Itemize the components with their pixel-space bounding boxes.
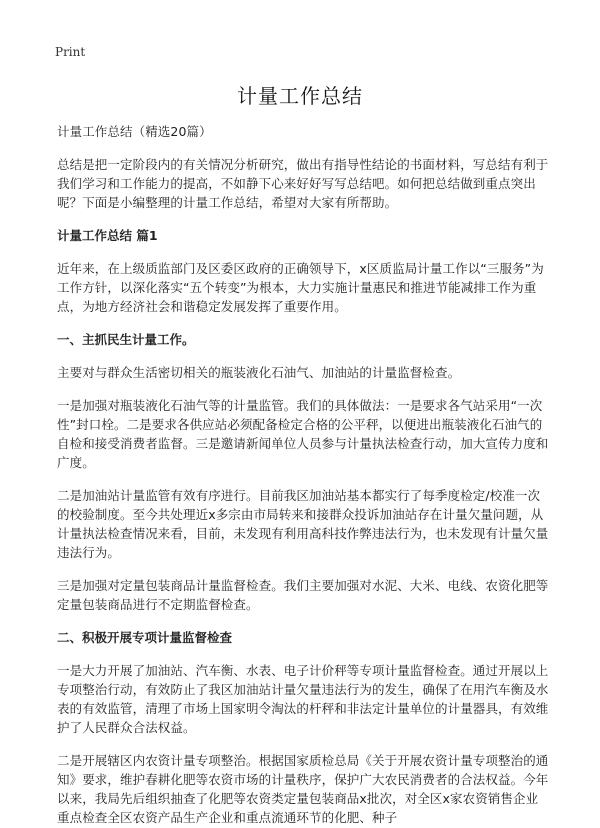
- intro-paragraph: 总结是把一定阶段内的有关情况分析研究，做出有指导性结论的书面材料，写总结有利于我们学习和工作能力的提高，不如静下心来好好写写总结吧。如何把总结做到重点突出呢？下面是小编整理的计量工作总结，希望对大家有所帮助。: [57, 157, 549, 210]
- paragraph: 二是加油站计量监管有效有序进行。目前我区加油站基本都实行了每季度检定/校准一次的校验制度。至今共处理近x多宗由市局转来和接群众投诉加油站存在计量欠量问题，从计量执法检查情况来看，目前，未发现有利用高科技作弊违法行为，也未发现有计量欠量违法行为。: [57, 488, 549, 560]
- paragraph: 一是大力开展了加油站、汽车衡、水表、电子计价秤等专项计量监督检查。通过开展以上专项整治行动，有效防止了我区加油站计量欠量违法行为的发生，确保了在用汽车衡及水表的有效监管，清理了市场上国家明令淘汰的杆秤和非法定计量单位的计量器具，有效维护了人民群众合法权益。: [57, 663, 549, 735]
- article-body: [57, 122, 549, 827]
- paragraph: 近年来，在上级质监部门及区委区政府的正确领导下，x区质监局计量工作以“三服务”为工作方针，以深化落实“五个转变”为根本，大力实施计量惠民和推进节能减排工作为重点，为地方经济社会和谐稳定发展发挥了重要作用。: [57, 261, 544, 314]
- print-link[interactable]: Print: [55, 45, 86, 59]
- subsection-heading: 二、积极开展专项计量监督检查: [57, 630, 233, 645]
- paragraph: 一是加强对瓶装液化石油气等的计量监管。我们的具体做法：一是要求各气站采用“一次性”封口栓。二是要求各供应站必须配备检定合格的公平秤，以便进出瓶装液化石油气的自检和接受消费者监督。三是邀请新闻单位人员参与计量执法检查行动，加大宣传力度和广度。: [57, 398, 549, 470]
- section-heading: 计量工作总结 篇1: [57, 228, 158, 243]
- paragraph: 二是开展辖区内农资计量专项整治。根据国家质检总局《关于开展农资计量专项整治的通知》要求，维护春耕化肥等农资市场的计量秩序，保护广大农民消费者的合法权益。今年以来，我局先后组织抽查了化肥等农资类定量包装商品x批次，对全区x家农资销售企业重点检查全区农资产品生产企业和重点流通环节的化肥、种子: [57, 753, 549, 825]
- paragraph: 主要对与群众生活密切相关的瓶装液化石油气、加油站的计量监督检查。: [57, 365, 461, 380]
- subsection-heading: 一、主抓民生计量工作。: [57, 332, 195, 347]
- article-subtitle: 计量工作总结（精选20篇）: [57, 124, 212, 139]
- page-title: 计量工作总结: [237, 84, 363, 108]
- paragraph: 三是加强对定量包装商品计量监督检查。我们主要加强对水泥、大米、电线、农资化肥等定量包装商品进行不定期监督检查。: [57, 578, 549, 612]
